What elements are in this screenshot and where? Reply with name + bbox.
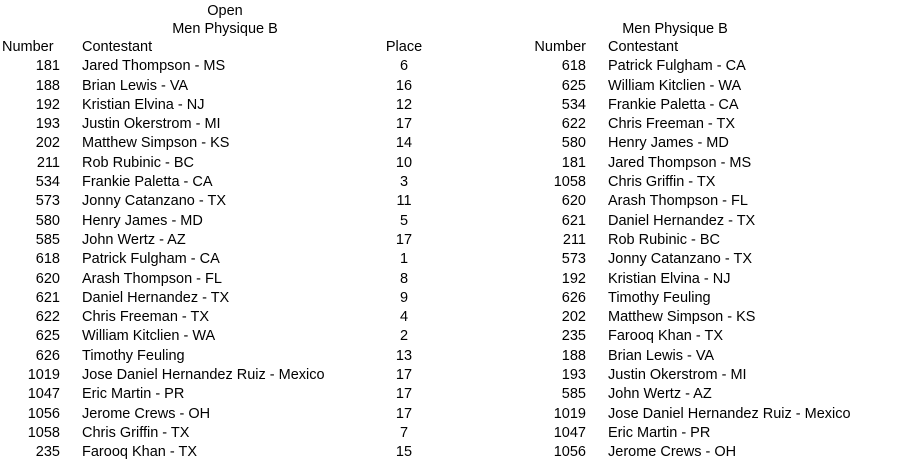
cell-number: 1047: [553, 424, 586, 441]
cell-contestant: Chris Griffin - TX: [82, 424, 190, 441]
table-row: [0, 308, 450, 327]
cell-number: 1019: [553, 405, 586, 422]
table-row: [0, 366, 450, 385]
cell-contestant: Brian Lewis - VA: [82, 77, 189, 94]
cell-place: 13: [395, 347, 413, 364]
table-row: [450, 405, 900, 424]
table-row: [450, 308, 900, 327]
cell-contestant: Farooq Khan - TX: [608, 328, 723, 345]
cell-number: 618: [561, 58, 586, 75]
cell-contestant: Henry James - MD: [82, 212, 203, 229]
cell-number: 211: [36, 154, 60, 171]
column-header-place: Place: [385, 39, 423, 55]
table-row: [450, 443, 900, 462]
table-row: [0, 173, 450, 192]
table-row: [0, 443, 450, 462]
cell-contestant: Brian Lewis - VA: [608, 347, 715, 364]
cell-number: 625: [35, 328, 60, 345]
cell-contestant: Kristian Elvina - NJ: [608, 270, 731, 287]
cell-number: 202: [561, 309, 586, 326]
table-row: [0, 212, 450, 231]
table-row: [0, 347, 450, 366]
table-row: [450, 77, 900, 96]
cell-number: 188: [561, 347, 586, 364]
cell-contestant: Jared Thompson - MS: [82, 58, 226, 75]
cell-place: 5: [399, 212, 409, 229]
column-header-contestant: Contestant: [608, 39, 679, 55]
cell-number: 1056: [553, 444, 586, 461]
table-row: [450, 96, 900, 115]
cell-contestant: Jerome Crews - OH: [608, 444, 737, 461]
table-row: [450, 347, 900, 366]
cell-place: 10: [395, 154, 413, 171]
cell-number: 202: [35, 135, 60, 152]
cell-contestant: Kristian Elvina - NJ: [82, 96, 205, 113]
cell-contestant: William Kitclien - WA: [82, 328, 216, 345]
right-table-header-row: [450, 38, 900, 57]
left-heading: [0, 0, 450, 38]
cell-contestant: Frankie Paletta - CA: [82, 174, 213, 191]
cell-contestant: William Kitclien - WA: [608, 77, 742, 94]
table-row: [450, 154, 900, 173]
table-row: [0, 57, 450, 76]
table-row: [450, 289, 900, 308]
cell-number: 181: [35, 58, 60, 75]
cell-contestant: Daniel Hernandez - TX: [82, 289, 230, 306]
cell-number: 1058: [553, 174, 586, 191]
cell-number: 626: [561, 289, 586, 306]
cell-place: 15: [395, 444, 413, 461]
right-table-body: [450, 57, 900, 462]
cell-place: 14: [395, 135, 413, 152]
cell-place: 17: [395, 231, 413, 248]
cell-contestant: Justin Okerstrom - MI: [82, 116, 221, 133]
table-row: [0, 327, 450, 346]
cell-number: 1047: [27, 386, 60, 403]
cell-place: 9: [399, 289, 409, 306]
cell-number: 193: [35, 116, 60, 133]
cell-number: 622: [35, 309, 60, 326]
cell-contestant: John Wertz - AZ: [82, 231, 186, 248]
cell-place: 8: [399, 270, 409, 287]
column-header-number: Number: [534, 39, 586, 55]
cell-place: 7: [399, 424, 409, 441]
cell-contestant: Chris Griffin - TX: [608, 174, 716, 191]
cell-place: 1: [399, 251, 409, 268]
cell-contestant: Jose Daniel Hernandez Ruiz - Mexico: [82, 367, 325, 384]
cell-number: 580: [561, 135, 586, 152]
cell-contestant: Henry James - MD: [608, 135, 729, 152]
column-header-contestant: Contestant: [82, 39, 153, 55]
table-row: [450, 327, 900, 346]
table-row: [450, 424, 900, 443]
cell-number: 622: [561, 116, 586, 133]
right-heading: [450, 0, 900, 38]
cell-contestant: Chris Freeman - TX: [608, 116, 736, 133]
cell-number: 585: [35, 231, 60, 248]
right-panel: [450, 0, 900, 466]
cell-contestant: John Wertz - AZ: [608, 386, 712, 403]
left-heading-line-1: Open: [207, 3, 243, 19]
cell-contestant: Jonny Catanzano - TX: [608, 251, 753, 268]
left-results-table: [0, 38, 450, 463]
table-row: [0, 270, 450, 289]
cell-number: 573: [561, 251, 586, 268]
table-row: [0, 77, 450, 96]
cell-number: 580: [35, 212, 60, 229]
cell-place: 16: [395, 77, 413, 94]
cell-place: 17: [395, 405, 413, 422]
cell-contestant: Timothy Feuling: [608, 289, 711, 306]
table-row: [0, 154, 450, 173]
cell-place: 6: [399, 58, 409, 75]
right-heading-line-1: Men Physique B: [622, 21, 728, 37]
cell-number: 534: [35, 174, 60, 191]
table-row: [0, 250, 450, 269]
cell-contestant: Farooq Khan - TX: [82, 444, 197, 461]
cell-contestant: Timothy Feuling: [82, 347, 185, 364]
cell-place: 4: [399, 309, 409, 326]
cell-number: 188: [35, 77, 60, 94]
cell-number: 534: [561, 96, 586, 113]
table-row: [0, 192, 450, 211]
table-row: [450, 134, 900, 153]
table-row: [450, 115, 900, 134]
cell-number: 620: [561, 193, 586, 210]
cell-number: 618: [35, 251, 60, 268]
cell-number: 621: [561, 212, 586, 229]
table-row: [450, 57, 900, 76]
cell-contestant: Matthew Simpson - KS: [82, 135, 230, 152]
cell-contestant: Chris Freeman - TX: [82, 309, 210, 326]
cell-contestant: Justin Okerstrom - MI: [608, 367, 747, 384]
cell-contestant: Eric Martin - PR: [82, 386, 185, 403]
cell-number: 193: [561, 367, 586, 384]
table-row: [450, 173, 900, 192]
table-row: [0, 405, 450, 424]
table-row: [450, 231, 900, 250]
cell-number: 211: [562, 231, 586, 248]
table-row: [450, 250, 900, 269]
cell-number: 1058: [27, 424, 60, 441]
cell-number: 625: [561, 77, 586, 94]
table-row: [450, 385, 900, 404]
cell-contestant: Patrick Fulgham - CA: [608, 58, 746, 75]
cell-contestant: Jared Thompson - MS: [608, 154, 752, 171]
cell-number: 585: [561, 386, 586, 403]
cell-contestant: Arash Thompson - FL: [608, 193, 748, 210]
cell-number: 192: [561, 270, 586, 287]
cell-contestant: Frankie Paletta - CA: [608, 96, 739, 113]
cell-number: 1056: [27, 405, 60, 422]
cell-place: 3: [399, 174, 409, 191]
cell-contestant: Patrick Fulgham - CA: [82, 251, 220, 268]
cell-place: 2: [399, 328, 409, 345]
cell-contestant: Rob Rubinic - BC: [608, 231, 721, 248]
cell-place: 12: [395, 96, 413, 113]
table-row: [0, 115, 450, 134]
table-row: [450, 366, 900, 385]
cell-contestant: Jose Daniel Hernandez Ruiz - Mexico: [608, 405, 851, 422]
cell-contestant: Arash Thompson - FL: [82, 270, 222, 287]
table-row: [0, 231, 450, 250]
left-table-body: [0, 57, 450, 462]
cell-contestant: Eric Martin - PR: [608, 424, 711, 441]
cell-place: 17: [395, 116, 413, 133]
table-row: [450, 192, 900, 211]
cell-number: 181: [561, 154, 586, 171]
cell-number: 192: [35, 96, 60, 113]
left-heading-line-2: Men Physique B: [172, 21, 278, 37]
table-row: [450, 212, 900, 231]
table-row: [0, 96, 450, 115]
cell-place: 17: [395, 367, 413, 384]
cell-number: 1019: [27, 367, 60, 384]
table-row: [0, 134, 450, 153]
cell-place: 17: [395, 386, 413, 403]
cell-contestant: Daniel Hernandez - TX: [608, 212, 756, 229]
cell-number: 573: [35, 193, 60, 210]
cell-number: 621: [35, 289, 60, 306]
cell-number: 235: [35, 444, 60, 461]
table-row: [0, 385, 450, 404]
right-results-table: [450, 38, 900, 463]
table-row: [0, 289, 450, 308]
cell-contestant: Rob Rubinic - BC: [82, 154, 195, 171]
cell-number: 626: [35, 347, 60, 364]
cell-number: 235: [561, 328, 586, 345]
cell-number: 620: [35, 270, 60, 287]
cell-place: 11: [396, 193, 412, 210]
cell-contestant: Jerome Crews - OH: [82, 405, 211, 422]
cell-contestant: Jonny Catanzano - TX: [82, 193, 227, 210]
table-row: [450, 270, 900, 289]
cell-contestant: Matthew Simpson - KS: [608, 309, 756, 326]
left-table-header-row: [0, 38, 450, 57]
table-row: [0, 424, 450, 443]
column-header-number: Number: [2, 39, 54, 55]
